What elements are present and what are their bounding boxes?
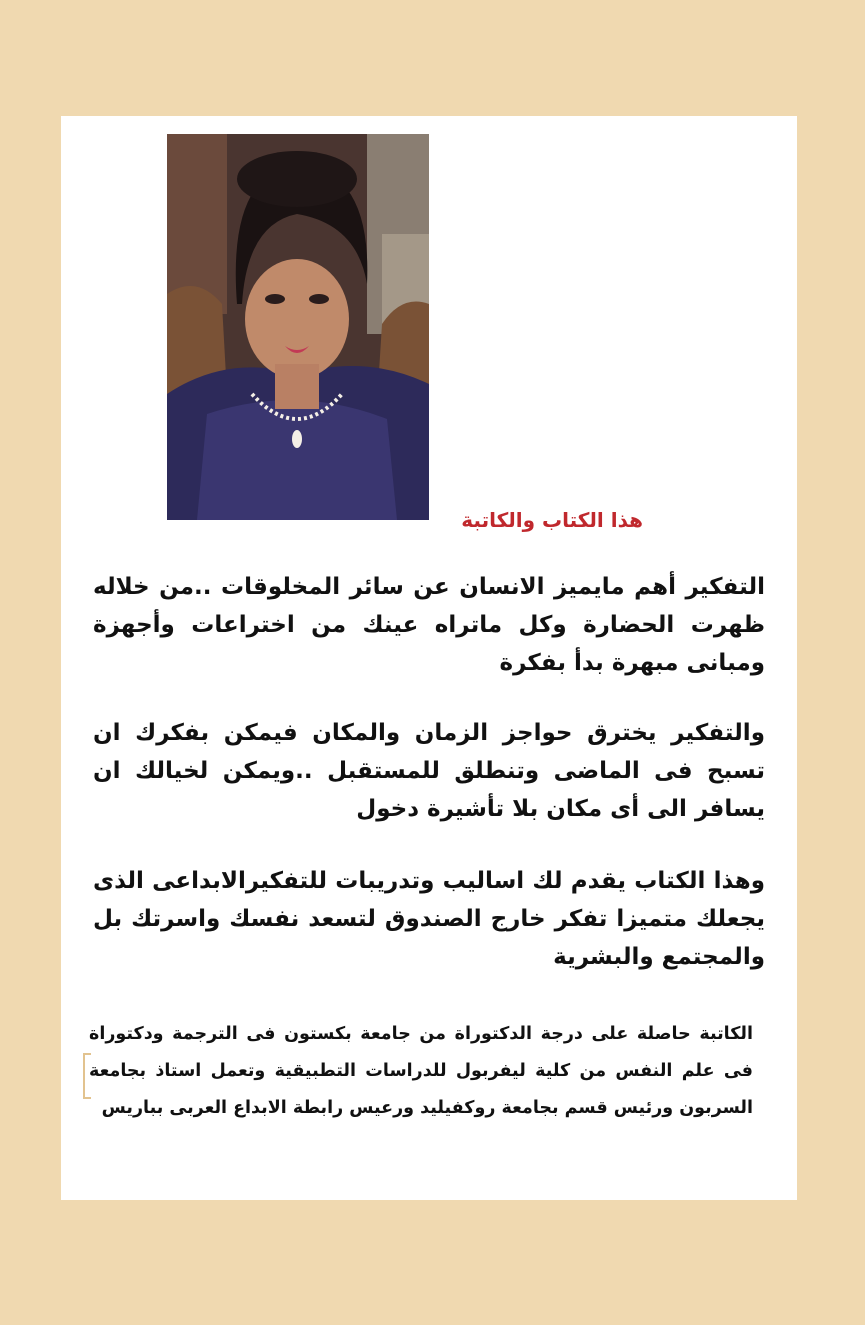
paragraph-3: وهذا الكتاب يقدم لك اساليب وتدريبات للتفكيرالابداعى الذى يجعلك متميزا تفكر خارج الصندوق لتسعد نفسك واسرتك بل والمجتمع والبشرية [93,868,765,970]
section-caption: هذا الكتاب والكاتبة [461,508,643,532]
author-portrait-icon [167,134,429,520]
paragraph-1: التفكير أهم مايميز الانسان عن سائر المخلوقات ..من خلاله ظهرت الحضارة وكل ماتراه عينك من اختراعات وأجهزة ومبانى مبهرة بدأ بفكرة [93,574,765,676]
cover-page [61,116,797,1200]
paragraph-2: والتفكير يخترق حواجز الزمان والمكان فيمكن بفكرك ان تسبح فى الماضى وتنطلق للمستقبل ..ويمكن لخيالك ان يسافر الى أى مكان بلا تأشيرة دخول [93,720,765,822]
author-photo [167,134,429,520]
author-bio: الكاتبة حاصلة على درجة الدكتوراة من جامعة بكستون فى الترجمة ودكتوراة فى علم النفس من كلية ليفربول للدراسات التطبيقية وتعمل استاذ بجامعة السربون ورئيس قسم بجامعة روكفيليد ورعيس رابطة الابداع العربى بباريس [89,1024,753,1118]
